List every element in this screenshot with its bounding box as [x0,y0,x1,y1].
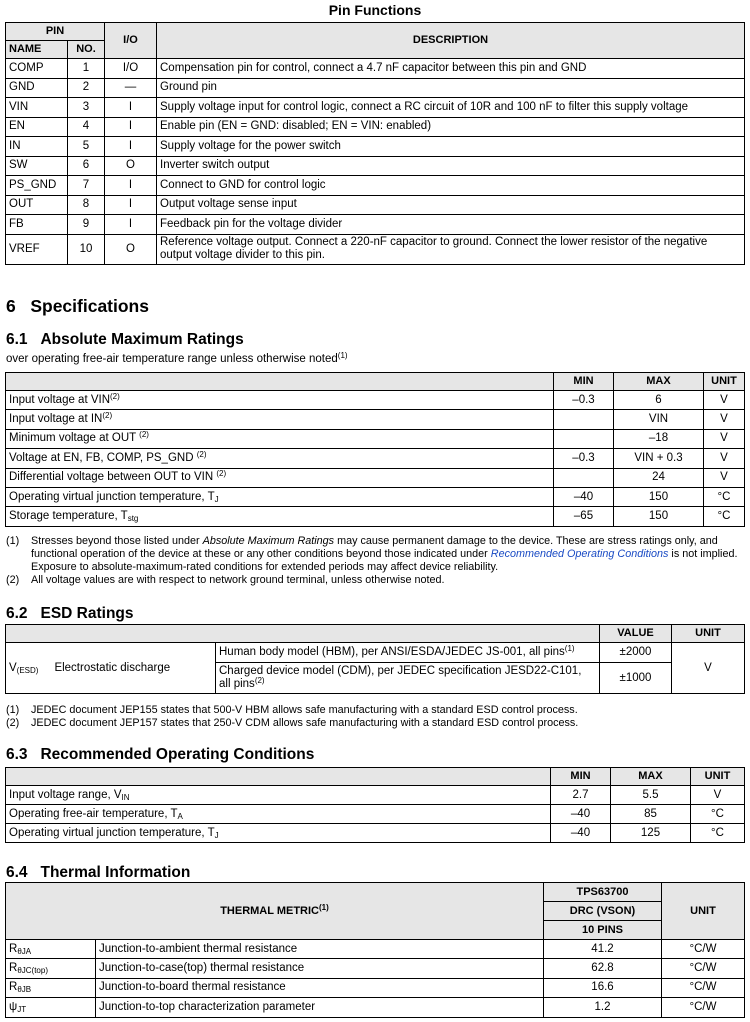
pin-header: PIN [6,23,105,41]
thermal-value: 62.8 [544,959,662,978]
thermal-description: Junction-to-ambient thermal resistance [96,940,544,959]
amr-parameter: Storage temperature, $T_{stg}$ [6,507,554,526]
thermal-pins-header: 10 PINS [544,921,662,940]
pin-number: 10 [68,234,105,264]
pin-name: COMP [6,59,68,79]
pin-number: 5 [68,137,105,157]
amr-unit: V [704,410,745,429]
amr-parameter: Input voltage at IN$^{(2)}$ [6,410,554,429]
roc-row [6,786,745,805]
thermal-unit: °C/W [662,998,745,1017]
amr-min: –40 [554,487,614,506]
pin-io: I [105,195,157,215]
pin-row [6,176,745,196]
pin-row [6,156,745,176]
pin-name: SW [6,156,68,176]
pin-number: 2 [68,78,105,98]
pin-name: GND [6,78,68,98]
amr-min [554,410,614,429]
pin-description: Inverter switch output [157,156,745,176]
thermal-description: Junction-to-top characterization parameter [96,998,544,1017]
amr-unit: V [704,468,745,487]
esd-cdm-value: ±1000 [600,663,672,694]
amr-parameter: Operating virtual junction temperature, $T_J$ [6,487,554,506]
roc-row [6,824,745,843]
amr-footnotes: (1) Stresses beyond those listed under Absolute Maximum Ratings may cause permanent damage to the device. These are stress ratings only, and functional operation of the device at these or any other conditions beyond those indicated under Recommended Operating Conditions is not implied. Exposure to absolute-maximum-rated conditions for extended periods may affect device reliability. (2) All voltage values are with respect to network ground terminal, unless otherwise noted. [6,535,738,586]
roc-parameter: Operating virtual junction temperature, $T_J$ [6,824,551,843]
pin-row [6,98,745,118]
amr-max: VIN [614,410,704,429]
pin-name: VREF [6,234,68,264]
roc-min-header: MIN [551,768,611,786]
roc-unit-header: UNIT [691,768,745,786]
pin-io: O [105,234,157,264]
thermal-row [6,998,745,1017]
amr-min [554,468,614,487]
esd-footnotes: (1) JEDEC document JEP155 states that 500-V HBM allows safe manufacturing with a standard ESD control process. (2) JEDEC document JEP157 states that 250-V CDM allows safe manufacturing with a standard ESD control process. [6,704,579,729]
pin-number: 6 [68,156,105,176]
amr-unit: °C [704,487,745,506]
roc-table [5,767,745,843]
thermal-table [5,882,745,1018]
roc-parameter: Input voltage range, $V_{IN}$ [6,786,551,805]
amr-body [6,391,745,527]
amr-table [5,372,745,527]
io-header: I/O [105,23,157,59]
amr-max: 24 [614,468,704,487]
pin-row [6,59,745,79]
amr-unit: V [704,429,745,448]
thermal-description: Junction-to-case(top) thermal resistance [96,959,544,978]
pin-io: I [105,215,157,235]
thermal-device-header: TPS63700 [544,883,662,902]
pin-functions-table [5,22,745,265]
thermal-unit: °C/W [662,959,745,978]
pin-name: PS_GND [6,176,68,196]
pin-name: FB [6,215,68,235]
pin-number: 1 [68,59,105,79]
pin-description: Feedback pin for the voltage divider [157,215,745,235]
roc-min: –40 [551,824,611,843]
amr-max-header: MAX [614,373,704,391]
thermal-symbol: $\psi_{JT}$ [6,998,96,1017]
esd-unit-header: UNIT [672,625,745,643]
pin-description: Connect to GND for control logic [157,176,745,196]
description-header: DESCRIPTION [157,23,745,59]
roc-heading: 6.3 Recommended Operating Conditions [6,746,315,763]
pin-io: — [105,78,157,98]
amr-unit: V [704,391,745,410]
no-header: NO. [68,41,105,59]
pin-number: 4 [68,117,105,137]
esd-hbm-cell: Human body model (HBM), per ANSI/ESDA/JEDEC JS-001, all pins$^{(1)}$ [216,643,600,663]
amr-parameter: Voltage at EN, FB, COMP, PS_GND $^{(2)}$ [6,449,554,468]
amr-unit: V [704,449,745,468]
esd-heading: 6.2 ESD Ratings [6,605,134,622]
pin-row [6,195,745,215]
pin-description: Output voltage sense input [157,195,745,215]
roc-max-header: MAX [611,768,691,786]
pin-description: Supply voltage for the power switch [157,137,745,157]
thermal-row [6,978,745,997]
thermal-value: 16.6 [544,978,662,997]
esd-unit: V [672,643,745,694]
esd-value-header: VALUE [600,625,672,643]
thermal-symbol: $R_{\theta JC(top)}$ [6,959,96,978]
pin-number: 8 [68,195,105,215]
amr-min-header: MIN [554,373,614,391]
thermal-row [6,959,745,978]
pin-name: OUT [6,195,68,215]
pin-functions-title: Pin Functions [328,2,422,18]
thermal-unit: °C/W [662,978,745,997]
amr-row [6,410,745,429]
esd-table [5,624,745,694]
roc-body [6,786,745,843]
pin-name: VIN [6,98,68,118]
name-header: NAME [6,41,68,59]
thermal-unit: °C/W [662,940,745,959]
pin-description: Ground pin [157,78,745,98]
pin-io: I [105,176,157,196]
pin-io: O [105,156,157,176]
pin-description: Reference voltage output. Connect a 220-nF capacitor to ground. Connect the lower resistor of the negative output voltage divider to this pin. [157,234,745,264]
roc-max: 85 [611,805,691,824]
pin-description: Enable pin (EN = GND: disabled; EN = VIN: enabled) [157,117,745,137]
pin-row [6,117,745,137]
thermal-package-header: DRC (VSON) [544,902,662,921]
pin-io: I [105,137,157,157]
roc-max: 125 [611,824,691,843]
pin-io: I/O [105,59,157,79]
specifications-heading: 6 Specifications [6,296,149,316]
pin-description: Compensation pin for control, connect a 4.7 nF capacitor between this pin and GND [157,59,745,79]
thermal-body [6,940,745,1018]
esd-hbm-value: ±2000 [600,643,672,663]
pin-row [6,137,745,157]
thermal-symbol: $R_{\theta JA}$ [6,940,96,959]
pin-row [6,234,745,264]
esd-cdm-cell: Charged device model (CDM), per JEDEC specification JESD22-C101, all pins$^{(2)}$ [216,663,600,694]
pin-io: I [105,117,157,137]
amr-min: –65 [554,507,614,526]
amr-max: 150 [614,507,704,526]
thermal-row [6,940,745,959]
amr-unit-header: UNIT [704,373,745,391]
amr-min [554,429,614,448]
thermal-value: 1.2 [544,998,662,1017]
pin-description: Supply voltage input for control logic, connect a RC circuit of 10R and 100 nF to filter this supply voltage [157,98,745,118]
thermal-unit-header: UNIT [662,883,745,940]
pin-io: I [105,98,157,118]
pin-number: 7 [68,176,105,196]
pin-functions-body [6,59,745,265]
pin-name: IN [6,137,68,157]
pin-row [6,215,745,235]
amr-unit: °C [704,507,745,526]
roc-row [6,805,745,824]
amr-row [6,449,745,468]
pin-number: 9 [68,215,105,235]
amr-max: –18 [614,429,704,448]
amr-parameter: Input voltage at VIN$^{(2)}$ [6,391,554,410]
amr-row [6,429,745,448]
roc-min: –40 [551,805,611,824]
pin-name: EN [6,117,68,137]
thermal-description: Junction-to-board thermal resistance [96,978,544,997]
roc-max: 5.5 [611,786,691,805]
amr-max: 150 [614,487,704,506]
roc-parameter: Operating free-air temperature, $T_A$ [6,805,551,824]
roc-unit: °C [691,824,745,843]
roc-link[interactable]: Recommended Operating Conditions [490,548,669,560]
amr-row [6,507,745,526]
thermal-metric-header: THERMAL METRIC$^{(1)}$ [6,883,544,940]
amr-heading: 6.1 Absolute Maximum Ratings [6,331,244,348]
pin-row [6,78,745,98]
thermal-heading: 6.4 Thermal Information [6,864,191,881]
amr-note: over operating free-air temperature range unless otherwise noted$^{(1)}$ [6,351,348,365]
amr-min: –0.3 [554,449,614,468]
amr-row [6,391,745,410]
thermal-symbol: $R_{\theta JB}$ [6,978,96,997]
amr-min: –0.3 [554,391,614,410]
pin-number: 3 [68,98,105,118]
thermal-value: 41.2 [544,940,662,959]
amr-parameter: Minimum voltage at OUT $^{(2)}$ [6,429,554,448]
amr-row [6,468,745,487]
roc-unit: °C [691,805,745,824]
roc-min: 2.7 [551,786,611,805]
amr-parameter: Differential voltage between OUT to VIN $^{(2)}$ [6,468,554,487]
esd-symbol-cell: $V_{(ESD)}$ Electrostatic discharge [6,643,216,694]
amr-max: 6 [614,391,704,410]
amr-max: VIN + 0.3 [614,449,704,468]
amr-row [6,487,745,506]
roc-unit: V [691,786,745,805]
